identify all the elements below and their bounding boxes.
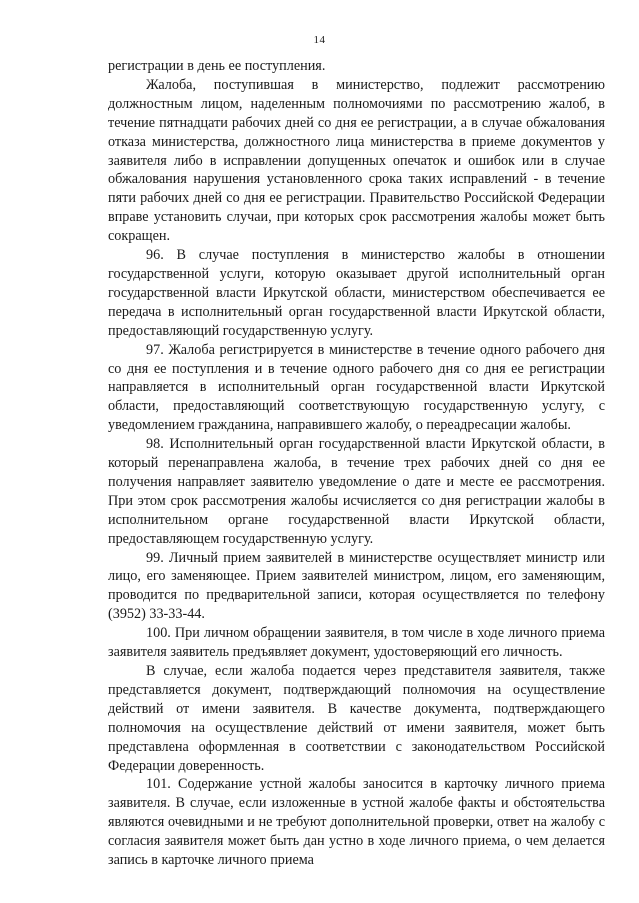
paragraph-complaint-review-terms: Жалоба, поступившая в министерство, подлежит рассмотрению должностным лицом, наделенным полномочиями по рассмотрению жалоб, в течение пятнадцати рабочих дней со дня ее регистрации, а в случае обжалования отказа министерства, должностного лица министерства в приеме документов у заявителя либо в исправлении допущенных опечаток и ошибок или в случае обжалования нарушения установленного срока таких исправлений - в течение пяти рабочих дней со дня ее регистрации. Правительство Российской Федерации вправе установить случаи, при которых срок рассмотрения жалобы может быть сокращен. [108,76,605,245]
paragraph-item-96: 96. В случае поступления в министерство жалобы в отношении государственной услуги, которую оказывает другой исполнительный орган государственной власти Иркутской области, министерством обеспечивается ее передача в исполнительный орган государственной власти Иркутской области, предоставляющий государственную услугу. [108,247,605,339]
paragraph-item-97: 97. Жалоба регистрируется в министерстве в течение одного рабочего дня со дня ее поступления и в течение одного рабочего дня со дня ее регистрации направляется в исполнительный орган государственной власти Иркутской области, предоставляющий соответствующую государственную услугу, с уведомлением гражданина, направившего жалобу, о переадресации жалобы. [108,341,605,434]
page-number: 14 [313,34,326,46]
paragraph-representative: В случае, если жалоба подается через представителя заявителя, также представляется документ, подтверждающий полномочия на осуществление действий от имени заявителя. В качестве документа, подтверждающего полномочия на осуществление действий от имени заявителя, может быть представлена оформленная в соответствии с законодательством Российской Федерации доверенность. [108,663,605,774]
paragraph-item-101: 101. Содержание устной жалобы заносится в карточку личного приема заявителя. В случае, если изложенные в устной жалобе факты и обстоятельства являются очевидными и не требуют дополнительной проверки, ответ на жалобу с согласия заявителя может быть дан устно в ходе личного приема, о чем делается запись в карточке личного приема [108,776,605,869]
paragraph-item-99: 99. Личный прием заявителей в министерстве осуществляет министр или лицо, его заменяющее. Прием заявителей министром, лицом, его заменяющим, проводится по предварительной записи, которая осуществляется по телефону (3952) 33-33-44. [108,549,605,623]
paragraph-item-100: 100. При личном обращении заявителя, в том числе в ходе личного приема заявителя заявитель предъявляет документ, удостоверяющий его личность. [108,625,605,661]
document-body [108,57,605,870]
paragraph-continuation: регистрации в день ее поступления. [108,58,326,74]
paragraph-item-98: 98. Исполнительный орган государственной власти Иркутской области, в который перенаправлена жалоба, в течение трех рабочих дней со дня ее получения направляет заявителю уведомление о дате и месте ее рассмотрения. При этом срок рассмотрения жалобы исчисляется со дня регистрации жалобы в исполнительном органе государственной власти Иркутской области, предоставляющем государственную услугу. [108,436,605,547]
